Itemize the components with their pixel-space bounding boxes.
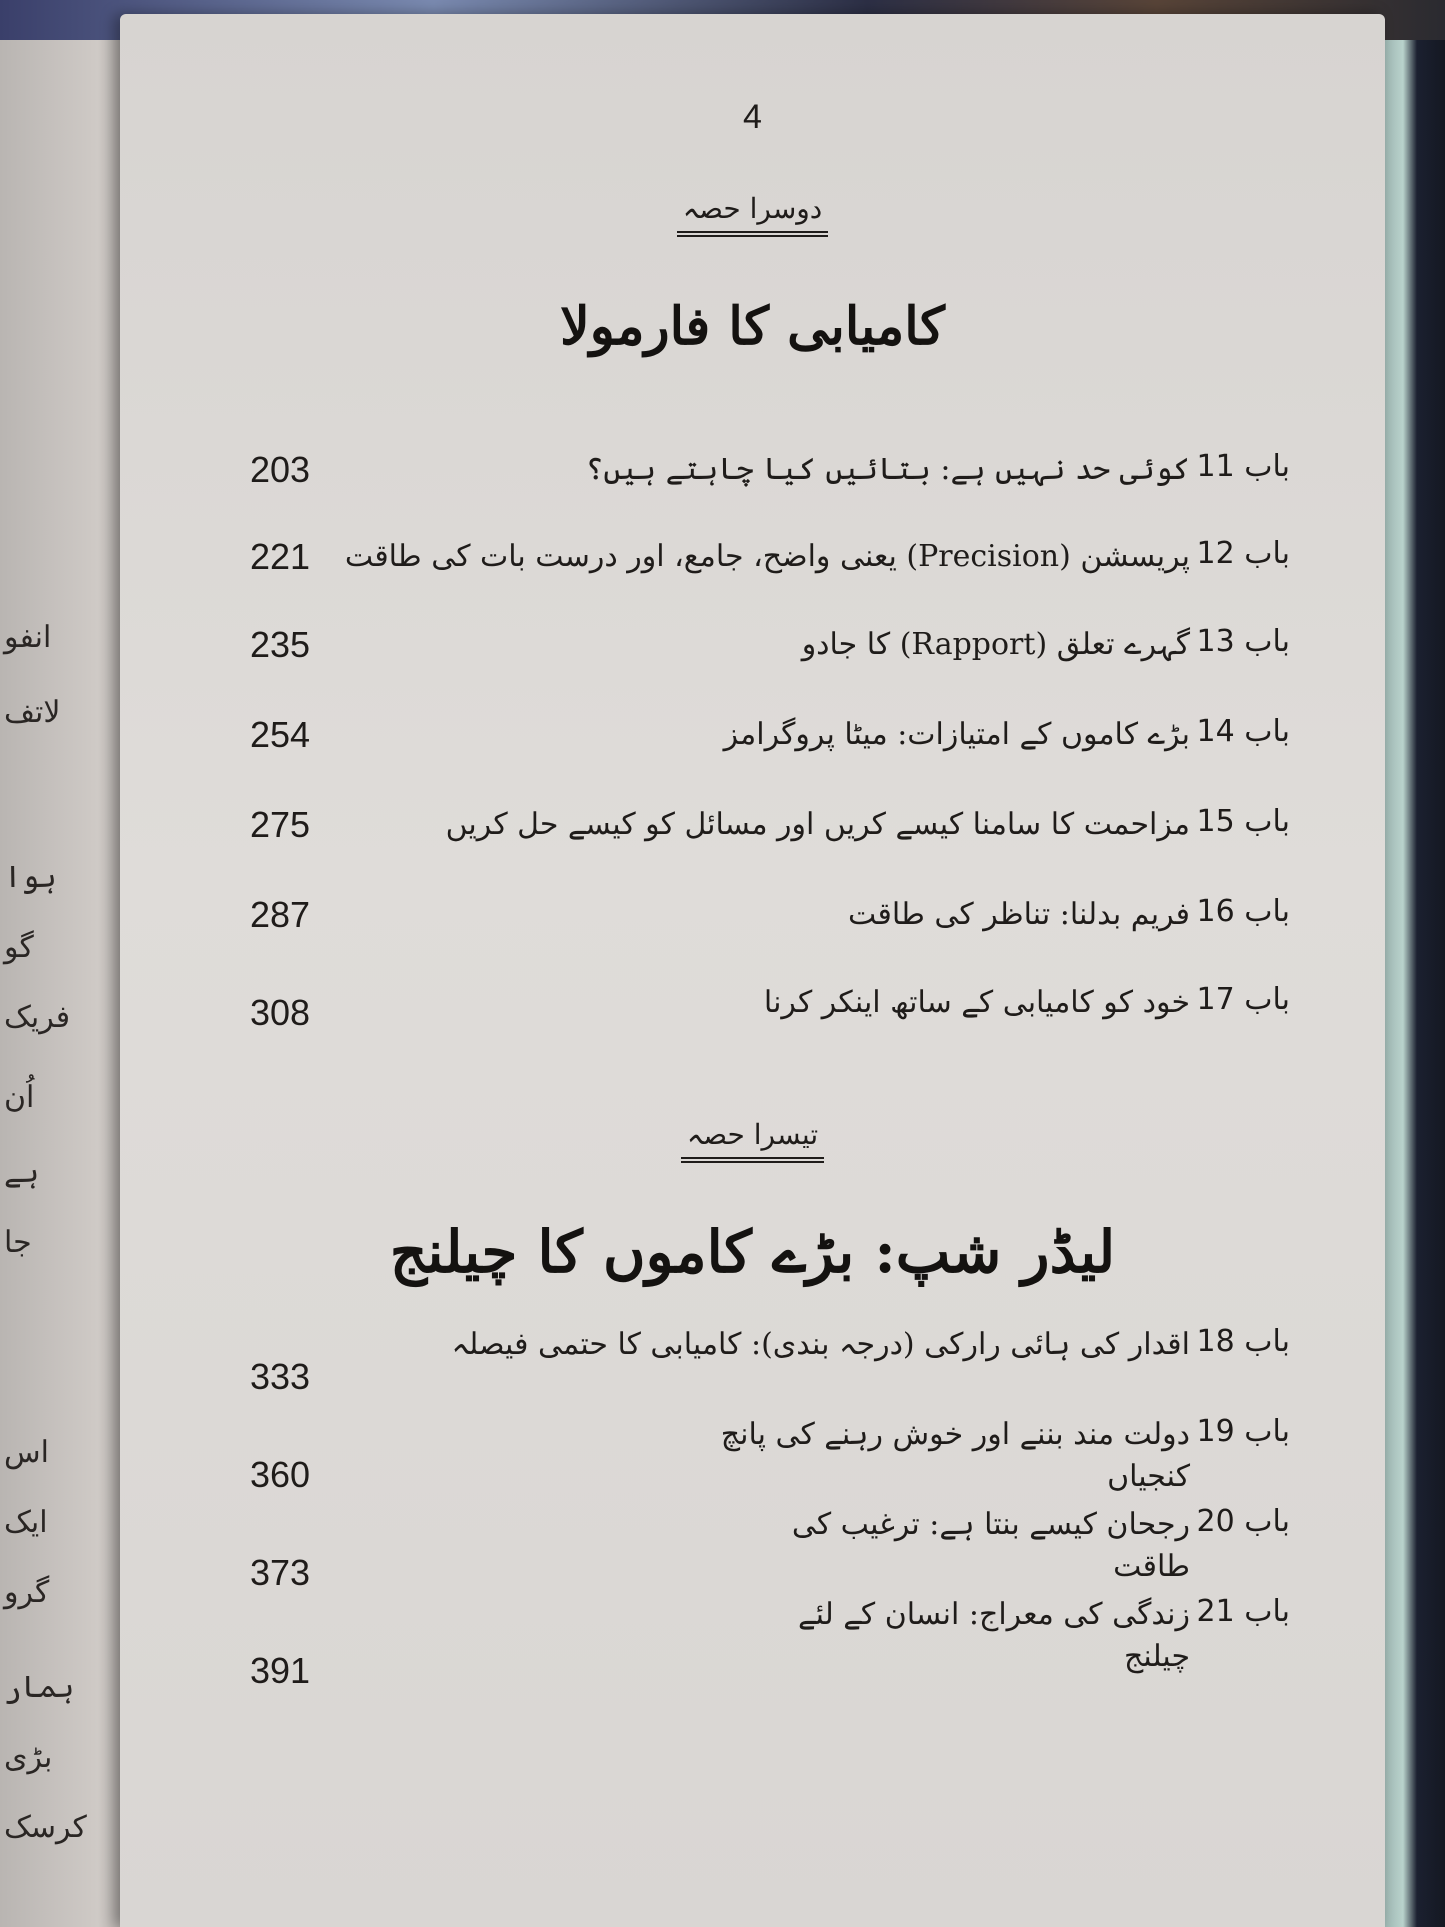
- toc-page-number: 275: [250, 804, 311, 845]
- left-page-fragment: گو: [4, 930, 34, 965]
- toc-chapter-number: باب 17: [1196, 982, 1290, 1017]
- toc-page-number: 333: [250, 1356, 311, 1397]
- left-page-fragment: ہے: [4, 1155, 40, 1190]
- toc-chapter-number: باب 11: [1196, 449, 1290, 484]
- toc-chapter-title: پریسشن (Precision) یعنی واضح، جامع، اور درست بات کی طاقت: [344, 539, 1190, 574]
- part-three-title: لیڈر شپ: بڑے کاموں کا چیلنج: [389, 1218, 1116, 1286]
- toc-entry: [120, 894, 1385, 954]
- part-two-title: کامیابی کا فارمولا: [560, 296, 945, 357]
- left-page-fragment: اُن: [4, 1080, 35, 1115]
- left-facing-page: [0, 40, 140, 1927]
- toc-entry: [120, 982, 1385, 1042]
- part-two-label-text: دوسرا حصہ: [677, 192, 829, 237]
- toc-chapter-title: زندگی کی معراج: انسان کے لئے چیلنج: [798, 1597, 1190, 1674]
- toc-chapter-number: باب 13: [1196, 624, 1290, 659]
- toc-chapter-number: باب 20: [1196, 1504, 1290, 1539]
- toc-chapter-title: فریم بدلنا: تناظر کی طاقت: [848, 897, 1190, 932]
- left-page-fragment: ہوا: [4, 860, 57, 895]
- part-two-label: [120, 192, 1385, 237]
- left-page-fragment: لاتف: [4, 695, 61, 730]
- part-three-label-text: تیسرا حصہ: [681, 1118, 824, 1163]
- book-cover-edge: [1375, 40, 1445, 1927]
- left-page-fragment: ہمار: [4, 1670, 75, 1705]
- left-page-fragment: جا: [4, 1225, 32, 1260]
- toc-entry: [120, 1504, 1385, 1593]
- part-three-label: [120, 1118, 1385, 1163]
- toc-page-number: 391: [250, 1650, 311, 1691]
- toc-page-number: 254: [250, 714, 311, 755]
- toc-page-number: 360: [250, 1454, 311, 1495]
- toc-page-number: 373: [250, 1552, 311, 1593]
- toc-chapter-number: باب 21: [1196, 1594, 1290, 1629]
- toc-entry: [120, 1414, 1385, 1495]
- toc-chapter-number: باب 15: [1196, 804, 1290, 839]
- toc-chapter-number: باب 19: [1196, 1414, 1290, 1449]
- left-page-fragment: فریک: [4, 1000, 71, 1035]
- toc-chapter-number: باب 16: [1196, 894, 1290, 929]
- toc-chapter-number: باب 14: [1196, 714, 1290, 749]
- left-page-fragment: ایک: [4, 1505, 48, 1540]
- left-page-fragment: اس: [4, 1435, 49, 1470]
- toc-entry: [120, 804, 1385, 864]
- toc-chapter-title: دولت مند بننے اور خوش رہنے کی پانچ کنجیاں: [720, 1417, 1190, 1494]
- toc-page-number: 221: [250, 536, 311, 577]
- toc-chapter-title: اقدار کی ہائی رارکی (درجہ بندی): کامیابی کا حتمی فیصلہ: [451, 1327, 1190, 1362]
- toc-chapter-title: رجحان کیسے بنتا ہے: ترغیب کی طاقت: [791, 1507, 1190, 1584]
- toc-entry: [120, 714, 1385, 774]
- toc-page-number: 287: [250, 894, 311, 935]
- toc-page-number: 203: [250, 449, 311, 490]
- toc-chapter-number: باب 18: [1196, 1324, 1290, 1359]
- toc-chapter-title: خود کو کامیابی کے ساتھ اینکر کرنا: [763, 985, 1190, 1020]
- left-page-fragment: کرسک: [4, 1810, 87, 1845]
- toc-entry: [120, 449, 1385, 509]
- page-number: 4: [743, 98, 762, 136]
- toc-chapter-title: کوئی حد نہیں ہے: بتائیں کیا چاہتے ہیں؟: [585, 452, 1190, 487]
- toc-chapter-title: گہرے تعلق (Rapport) کا جادو: [801, 627, 1190, 662]
- toc-entry: [120, 624, 1385, 684]
- left-page-fragment: بڑی: [4, 1740, 53, 1775]
- toc-page-number: 308: [250, 992, 311, 1033]
- left-page-fragment: انفو: [4, 620, 52, 655]
- toc-entry: [120, 1594, 1385, 1691]
- toc-page-number: 235: [250, 624, 311, 665]
- toc-entry: [120, 1324, 1385, 1397]
- contents-page: [120, 14, 1385, 1927]
- toc-chapter-title: بڑے کاموں کے امتیازات: میٹا پروگرامز: [723, 717, 1190, 752]
- toc-chapter-number: باب 12: [1196, 536, 1290, 571]
- toc-chapter-title: مزاحمت کا سامنا کیسے کریں اور مسائل کو کیسے حل کریں: [445, 807, 1190, 842]
- toc-entry: [120, 536, 1385, 596]
- left-page-fragment: گرو: [4, 1575, 50, 1610]
